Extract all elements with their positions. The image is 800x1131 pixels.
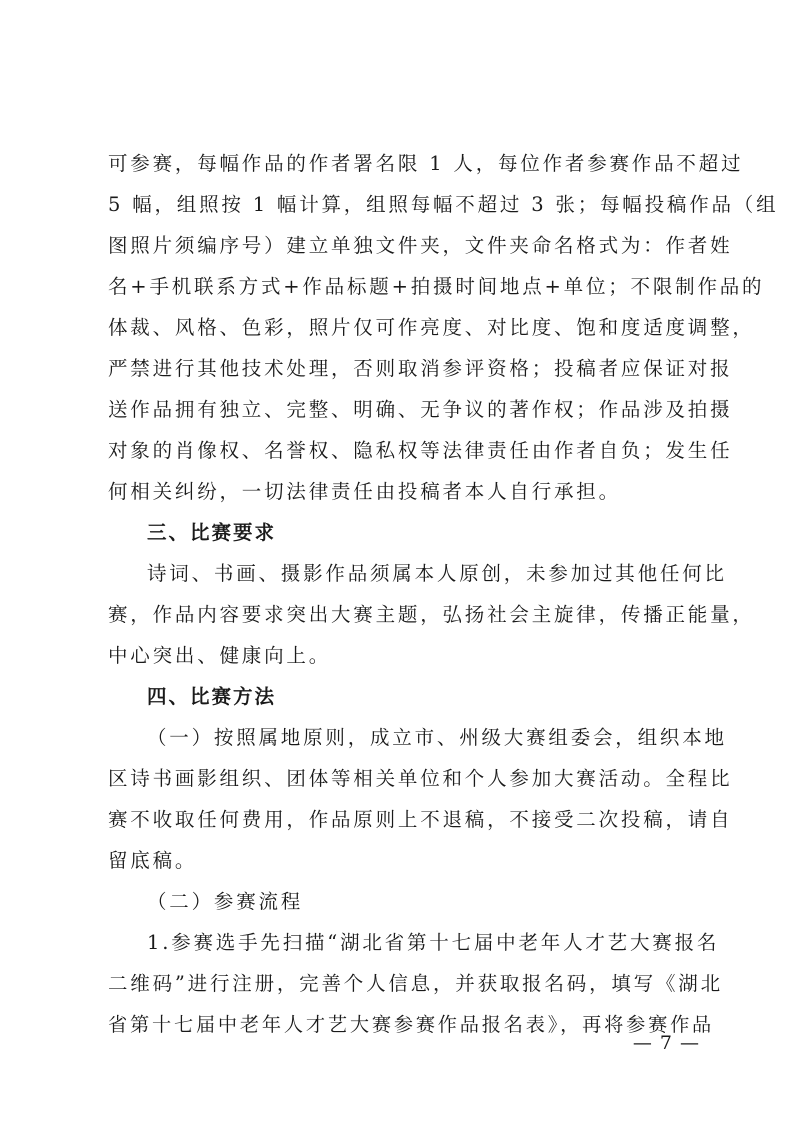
- paragraph-line: 5 幅，组照按 1 幅计算，组照每幅不超过 3 张；每幅投稿作品（组: [108, 193, 779, 216]
- paragraph-line: 图照片须编序号）建立单独文件夹，文件夹命名格式为：作者姓: [108, 234, 733, 257]
- paragraph-line: 二维码”进行注册，完善个人信息，并获取报名码，填写《湖北: [108, 972, 723, 995]
- paragraph-line: 严禁进行其他技术处理，否则取消参评资格；投稿者应保证对报: [108, 357, 733, 380]
- paragraph-line: 体裁、风格、色彩，照片仅可作亮度、对比度、饱和度适度调整，: [108, 316, 755, 339]
- paragraph-line: （一）按照属地原则，成立市、州级大赛组委会，组织本地: [147, 726, 727, 749]
- page-number: — 7 —: [632, 1032, 700, 1054]
- paragraph-line: 诗词、书画、摄影作品须属本人原创，未参加过其他任何比: [147, 562, 727, 585]
- paragraph-line: 中心突出、健康向上。: [108, 644, 332, 667]
- paragraph-line: 区诗书画影组织、团体等相关单位和个人参加大赛活动。全程比: [108, 767, 733, 790]
- paragraph-line: 可参赛，每幅作品的作者署名限 1 人，每位作者参赛作品不超过: [108, 152, 744, 175]
- section-heading-3: 三、比赛要求: [147, 521, 277, 544]
- paragraph-line: 赛不收取任何费用，作品原则上不退稿，不接受二次投稿，请自: [108, 808, 733, 831]
- paragraph-line: 省第十七届中老年人才艺大赛参赛作品报名表》，再将参赛作品: [108, 1013, 715, 1036]
- paragraph-line: 送作品拥有独立、完整、明确、无争议的著作权；作品涉及拍摄: [108, 398, 733, 421]
- paragraph-line: 名+手机联系方式+作品标题+拍摄时间地点+单位；不限制作品的: [108, 275, 765, 298]
- subsection-heading: （二）参赛流程: [147, 890, 304, 913]
- paragraph-line: 1.参赛选手先扫描“湖北省第十七届中老年人才艺大赛报名: [147, 931, 720, 954]
- paragraph-line: 留底稿。: [108, 849, 198, 872]
- paragraph-line: 对象的肖像权、名誉权、隐私权等法律责任由作者自负；发生任: [108, 439, 733, 462]
- paragraph-line: 何相关纠纷，一切法律责任由投稿者本人自行承担。: [108, 480, 621, 503]
- section-heading-4: 四、比赛方法: [147, 685, 277, 708]
- paragraph-line: 赛，作品内容要求突出大赛主题，弘扬社会主旋律，传播正能量，: [108, 603, 755, 626]
